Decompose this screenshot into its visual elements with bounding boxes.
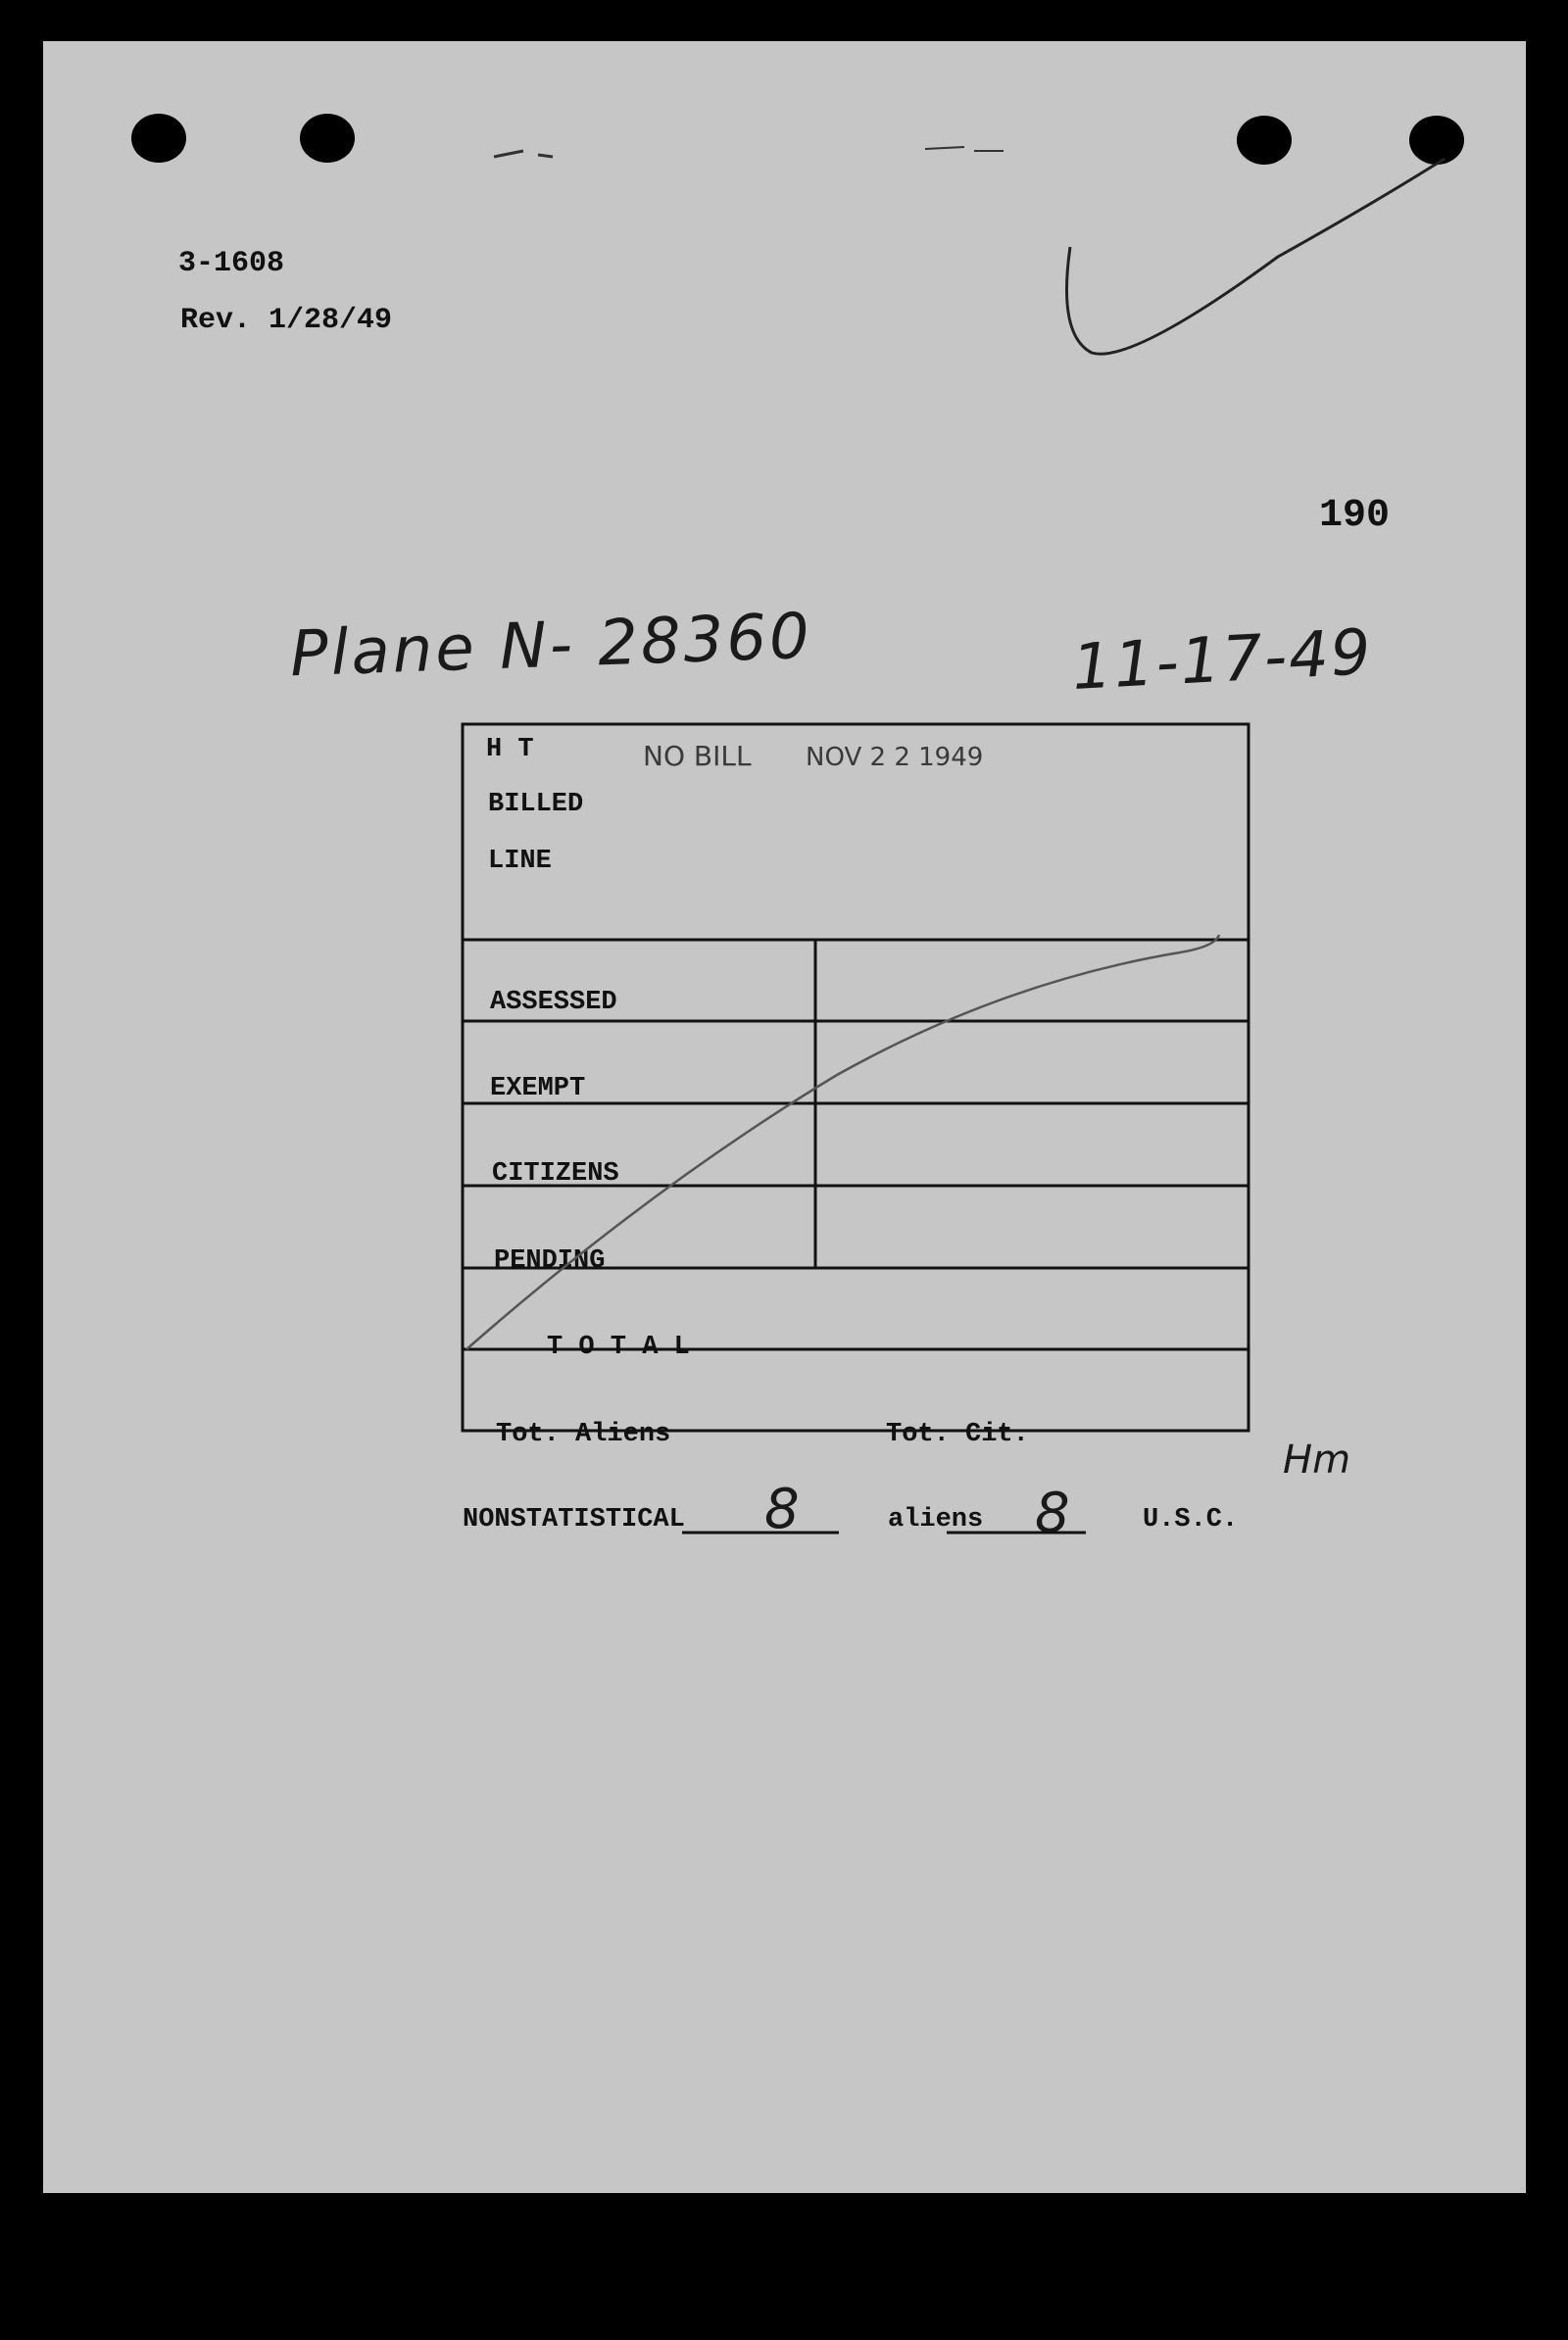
nonstat-usc-count: 8: [1035, 1482, 1070, 1545]
label-assessed: ASSESSED: [490, 988, 617, 1017]
label-pending: PENDING: [494, 1246, 606, 1276]
label-line: LINE: [488, 847, 552, 876]
label-billed: BILLED: [488, 790, 584, 819]
revision-date: Rev. 1/28/49: [180, 304, 393, 337]
received-date-stamp: NOV 2 2 1949: [806, 743, 984, 772]
initials-signature: Hm: [1283, 1438, 1351, 1483]
plane-number: Plane N- 28360: [288, 600, 813, 692]
label-usc: U.S.C.: [1143, 1505, 1239, 1535]
nonstat-aliens-count: 8: [764, 1478, 800, 1541]
label-tot-aliens: Tot. Aliens: [496, 1420, 671, 1449]
form-lines: [43, 41, 1526, 2193]
form-number: 3-1608: [178, 247, 285, 280]
form-outer-border: [463, 724, 1249, 1431]
smudge-mark-1: [494, 151, 553, 157]
label-total: T O T A L: [547, 1333, 690, 1362]
label-aliens: aliens: [888, 1505, 984, 1535]
label-exempt: EXEMPT: [490, 1074, 586, 1103]
no-bill-stamp: NO BILL: [643, 740, 752, 772]
checkmark-icon: [1066, 159, 1445, 354]
strike-through-line: [466, 935, 1219, 1349]
smudge-mark-2: [925, 147, 1004, 151]
label-nonstatistical: NONSTATISTICAL: [463, 1505, 685, 1535]
handwritten-date: 11-17-49: [1070, 616, 1375, 705]
label-citizens: CITIZENS: [492, 1159, 619, 1189]
label-tot-cit: Tot. Cit.: [886, 1420, 1029, 1449]
label-ht: H T: [486, 735, 534, 764]
document-page: [43, 41, 1526, 2193]
page-number: 190: [1319, 494, 1391, 538]
